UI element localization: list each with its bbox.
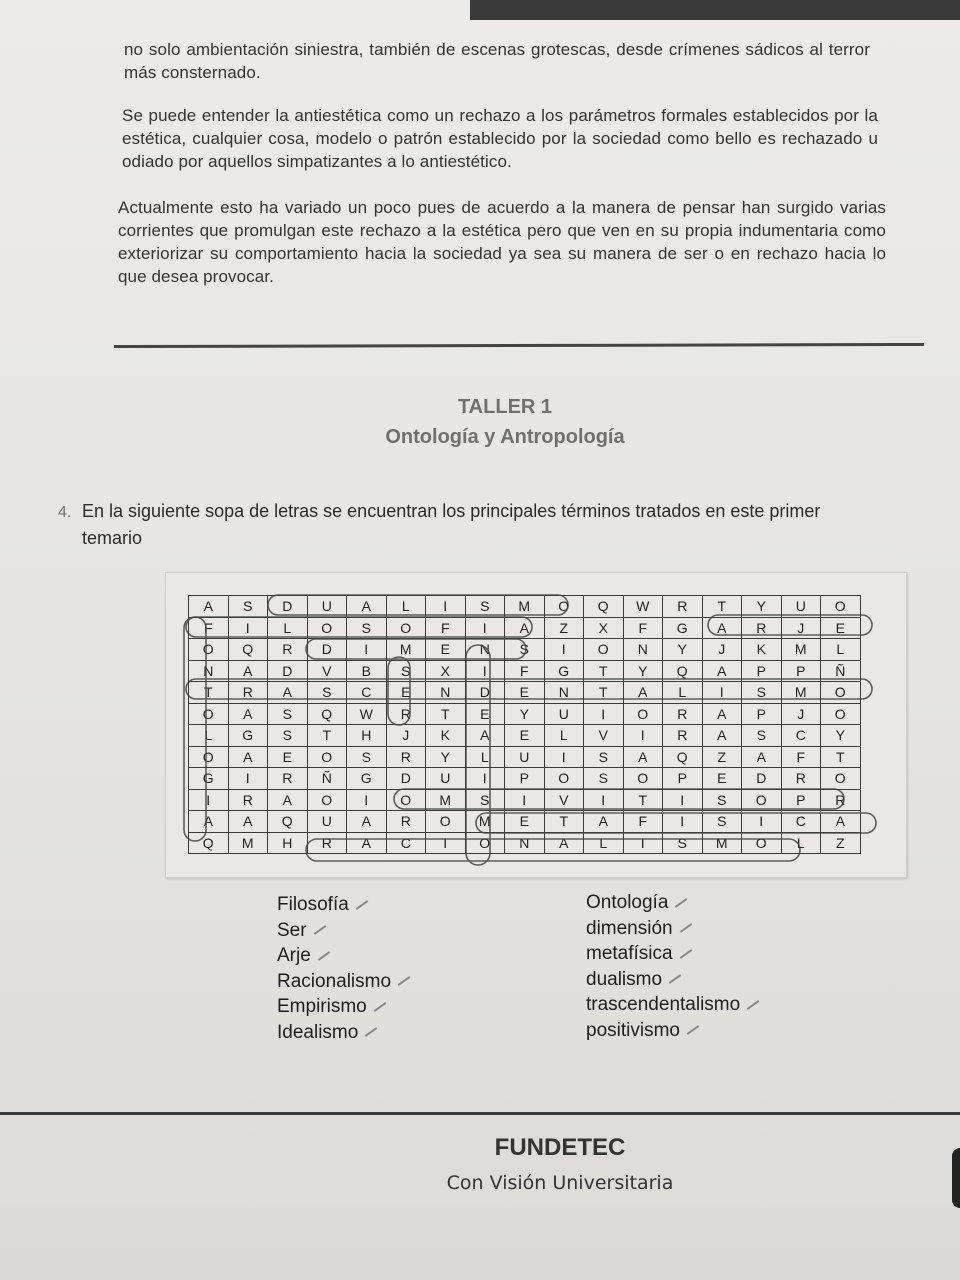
grid-cell: T (189, 682, 229, 704)
grid-cell: D (742, 768, 782, 790)
grid-cell: T (623, 789, 663, 811)
grid-cell: Y (742, 596, 782, 618)
grid-cell: S (584, 746, 624, 768)
grid-cell: R (386, 811, 426, 833)
grid-cell: J (781, 617, 821, 639)
grid-cell: Q (307, 703, 347, 725)
word-item (277, 943, 411, 969)
grid-cell: A (702, 703, 742, 725)
grid-cell: S (742, 725, 782, 747)
grid-cell: I (228, 617, 268, 639)
grid-cell: M (228, 832, 268, 854)
grid-cell: I (702, 682, 742, 704)
word-item (277, 994, 411, 1020)
grid-row (189, 746, 861, 768)
grid-cell: L (544, 725, 584, 747)
grid-cell: Z (544, 617, 584, 639)
grid-cell: O (821, 682, 861, 704)
grid-cell: A (821, 811, 861, 833)
word-label: Racionalismo (277, 970, 392, 992)
word-item (277, 892, 411, 918)
grid-cell: I (189, 789, 229, 811)
grid-cell: V (307, 660, 347, 682)
grid-cell: A (268, 682, 308, 704)
grid-cell: M (426, 789, 466, 811)
word-item (586, 1018, 760, 1044)
grid-cell: L (821, 639, 861, 661)
grid-cell: C (781, 725, 821, 747)
grid-row (189, 703, 861, 725)
grid-cell: L (386, 596, 426, 618)
paragraph-3: Actualmente esto ha variado un poco pues de acuerdo a la manera de pensar han surgido varias corrientes que promulgan este rechazo a la estética pero que ven en su propia indumentaria como exteriorizar su comportamiento hacia la sociedad ya sea su manera de ser o en rechazo hacia lo que desea provocar. (118, 198, 886, 286)
paragraph-1: no solo ambientación siniestra, también de escenas grotescas, desde crímenes sádicos al terror más consternado. (124, 40, 870, 82)
grid-row (189, 639, 861, 661)
grid-cell: P (781, 660, 821, 682)
grid-cell: D (268, 660, 308, 682)
grid-cell: R (663, 725, 703, 747)
word-label: Idealismo (277, 1021, 359, 1043)
grid-cell: S (742, 682, 782, 704)
grid-row (189, 789, 861, 811)
grid-cell: O (821, 768, 861, 790)
grid-cell: O (623, 703, 663, 725)
grid-cell: G (347, 768, 387, 790)
grid-cell: X (426, 660, 466, 682)
grid-cell: D (268, 596, 308, 618)
word-label: dualismo (586, 968, 663, 990)
grid-cell: F (505, 660, 545, 682)
word-label: positivismo (586, 1019, 680, 1041)
grid-cell: A (584, 811, 624, 833)
grid-cell: B (347, 660, 387, 682)
grid-cell: S (663, 832, 703, 854)
grid-cell: O (386, 789, 426, 811)
grid-cell: N (465, 639, 505, 661)
grid-cell: Y (623, 660, 663, 682)
word-item (586, 916, 760, 942)
grid-cell: U (307, 596, 347, 618)
grid-cell: C (386, 832, 426, 854)
grid-cell: U (505, 746, 545, 768)
grid-cell: L (584, 832, 624, 854)
grid-cell: M (465, 811, 505, 833)
grid-cell: A (189, 596, 229, 618)
grid-cell: A (623, 746, 663, 768)
grid-cell: A (505, 617, 545, 639)
word-item (277, 918, 411, 944)
grid-cell: O (465, 832, 505, 854)
grid-cell: I (544, 639, 584, 661)
grid-cell: N (623, 639, 663, 661)
grid-cell: P (781, 789, 821, 811)
grid-cell: O (544, 768, 584, 790)
grid-cell: F (426, 617, 466, 639)
grid-cell: Y (663, 639, 703, 661)
grid-cell: M (505, 596, 545, 618)
grid-cell: Z (702, 746, 742, 768)
grid-cell: O (742, 789, 782, 811)
grid-cell: J (781, 703, 821, 725)
grid-cell: I (623, 832, 663, 854)
grid-cell: O (189, 639, 229, 661)
word-item (277, 969, 411, 995)
grid-cell: V (544, 789, 584, 811)
paragraph-2: Se puede entender la antiestética como un rechazo a los parámetros formales establecidos por la estética, cualquier cosa, modelo o patrón establecido por la sociedad como bello es rechazado u odiado por aquellos simpatizantes a lo antiestético. (122, 106, 878, 171)
grid-cell: T (702, 596, 742, 618)
check-mark-icon (365, 1028, 378, 1038)
grid-cell: I (426, 832, 466, 854)
grid-cell: M (781, 682, 821, 704)
grid-cell: L (268, 617, 308, 639)
grid-cell: I (742, 811, 782, 833)
grid-cell: R (228, 789, 268, 811)
grid-cell: E (386, 682, 426, 704)
grid-cell: M (781, 639, 821, 661)
grid-cell: R (228, 682, 268, 704)
word-label: trascendentalismo (586, 994, 741, 1015)
grid-cell: T (307, 725, 347, 747)
word-label: Arje (277, 945, 311, 966)
grid-cell: T (426, 703, 466, 725)
grid-cell: F (189, 617, 229, 639)
grid-cell: R (821, 789, 861, 811)
grid-cell: S (307, 682, 347, 704)
grid-cell: O (623, 768, 663, 790)
grid-cell: S (228, 596, 268, 618)
grid-row (189, 832, 861, 854)
grid-cell: I (544, 746, 584, 768)
grid-cell: G (228, 725, 268, 747)
grid-cell: S (268, 703, 308, 725)
check-mark-icon (679, 949, 692, 959)
grid-cell: Q (584, 596, 624, 618)
grid-cell: A (228, 811, 268, 833)
grid-cell: Y (821, 725, 861, 747)
grid-cell: U (307, 811, 347, 833)
grid-cell: E (465, 703, 505, 725)
word-label: dimensión (586, 917, 673, 939)
grid-cell: A (702, 617, 742, 639)
word-label: Ser (277, 919, 307, 941)
grid-cell: E (821, 617, 861, 639)
grid-cell: L (189, 725, 229, 747)
grid-cell: W (623, 596, 663, 618)
grid-cell: O (307, 746, 347, 768)
grid-cell: N (189, 660, 229, 682)
grid-cell: Q (663, 746, 703, 768)
grid-cell: T (584, 682, 624, 704)
grid-cell: N (544, 682, 584, 704)
grid-cell: E (702, 768, 742, 790)
check-mark-icon (317, 951, 330, 961)
section-title: TALLER 1 (457, 396, 553, 418)
grid-cell: K (426, 725, 466, 747)
grid-cell: A (228, 703, 268, 725)
grid-cell: Q (268, 811, 308, 833)
grid-cell: S (702, 789, 742, 811)
grid-cell: H (268, 832, 308, 854)
grid-cell: T (584, 660, 624, 682)
grid-cell: S (386, 660, 426, 682)
grid-cell: R (781, 768, 821, 790)
grid-cell: M (386, 639, 426, 661)
grid-cell: S (702, 811, 742, 833)
grid-cell: H (347, 725, 387, 747)
grid-cell: O (544, 596, 584, 618)
grid-cell: R (663, 596, 703, 618)
grid-cell: D (465, 682, 505, 704)
check-mark-icon (313, 926, 326, 936)
grid-cell: A (347, 596, 387, 618)
instruction-text: En la siguiente sopa de letras se encuentran los principales términos tratados en este primer temario (82, 501, 821, 548)
grid-cell: A (544, 832, 584, 854)
grid-cell: O (821, 596, 861, 618)
grid-cell: S (347, 746, 387, 768)
grid-row (189, 725, 861, 747)
grid-row (189, 811, 861, 833)
grid-cell: E (426, 639, 466, 661)
grid-cell: E (268, 746, 308, 768)
check-mark-icon (679, 924, 692, 934)
grid-cell: L (663, 682, 703, 704)
grid-cell: I (465, 617, 505, 639)
grid-cell: J (386, 725, 426, 747)
check-mark-icon (687, 1026, 700, 1036)
word-item (277, 1020, 411, 1046)
grid-cell: A (623, 682, 663, 704)
word-item (586, 967, 760, 993)
word-item (586, 992, 760, 1018)
word-label: Empirismo (277, 996, 367, 1017)
grid-cell: S (465, 789, 505, 811)
top-dark-bar (470, 0, 960, 20)
grid-cell: E (505, 725, 545, 747)
grid-cell: R (268, 639, 308, 661)
section-divider (114, 343, 924, 348)
grid-cell: C (781, 811, 821, 833)
grid-cell: A (189, 811, 229, 833)
grid-cell: O (386, 617, 426, 639)
grid-cell: D (307, 639, 347, 661)
grid-cell: I (426, 596, 466, 618)
grid-cell: S (584, 768, 624, 790)
grid-cell: I (584, 703, 624, 725)
footer-divider (0, 1112, 960, 1115)
grid-cell: O (426, 811, 466, 833)
grid-cell: Y (505, 703, 545, 725)
grid-cell: F (623, 811, 663, 833)
grid-cell: R (307, 832, 347, 854)
grid-cell: Ñ (307, 768, 347, 790)
grid-cell: A (347, 832, 387, 854)
grid-cell: Z (821, 832, 861, 854)
word-label: Ontología (586, 892, 669, 913)
grid-row (189, 596, 861, 618)
grid-cell: I (505, 789, 545, 811)
word-search-panel (165, 572, 907, 878)
grid-cell: G (189, 768, 229, 790)
grid-cell: A (465, 725, 505, 747)
grid-cell: U (426, 768, 466, 790)
grid-cell: M (702, 832, 742, 854)
grid-cell: S (347, 617, 387, 639)
word-label: metafísica (586, 943, 673, 964)
grid-cell: A (228, 746, 268, 768)
grid-cell: A (702, 725, 742, 747)
grid-cell: I (347, 789, 387, 811)
check-mark-icon (356, 900, 369, 910)
grid-cell: S (505, 639, 545, 661)
grid-cell: Q (663, 660, 703, 682)
grid-cell: W (347, 703, 387, 725)
grid-cell: L (781, 832, 821, 854)
check-mark-icon (747, 1000, 760, 1010)
word-list-left (277, 892, 411, 1045)
grid-cell: T (821, 746, 861, 768)
grid-cell: A (268, 789, 308, 811)
section-subtitle: Ontología y Antropología (385, 426, 625, 448)
grid-cell: I (623, 725, 663, 747)
grid-cell: I (663, 789, 703, 811)
word-item (586, 941, 760, 967)
grid-cell: F (623, 617, 663, 639)
binder-edge (952, 1148, 960, 1208)
grid-cell: P (742, 703, 782, 725)
grid-cell: A (702, 660, 742, 682)
check-mark-icon (675, 898, 688, 908)
grid-cell: P (505, 768, 545, 790)
grid-cell: E (505, 811, 545, 833)
grid-cell: G (663, 617, 703, 639)
grid-cell: O (189, 746, 229, 768)
grid-cell: G (544, 660, 584, 682)
grid-cell: P (742, 660, 782, 682)
grid-cell: D (386, 768, 426, 790)
grid-cell: S (268, 725, 308, 747)
check-mark-icon (373, 1002, 386, 1012)
grid-cell: Q (228, 639, 268, 661)
grid-row (189, 660, 861, 682)
grid-cell: Ñ (821, 660, 861, 682)
grid-cell: I (228, 768, 268, 790)
grid-cell: U (544, 703, 584, 725)
grid-cell: V (584, 725, 624, 747)
word-label: Filosofía (277, 894, 349, 915)
instruction (58, 498, 878, 552)
grid-cell: S (465, 596, 505, 618)
grid-cell: U (781, 596, 821, 618)
grid-cell: O (189, 703, 229, 725)
grid-cell: T (544, 811, 584, 833)
grid-cell: N (426, 682, 466, 704)
grid-cell: O (821, 703, 861, 725)
grid-cell: I (584, 789, 624, 811)
grid-cell: Y (426, 746, 466, 768)
grid-cell: R (386, 746, 426, 768)
grid-cell: R (742, 617, 782, 639)
word-search-grid (188, 595, 861, 854)
grid-cell: J (702, 639, 742, 661)
grid-cell: I (663, 811, 703, 833)
grid-cell: X (584, 617, 624, 639)
grid-cell: R (386, 703, 426, 725)
grid-cell: R (663, 703, 703, 725)
footer-tagline: Con Visión Universitaria (446, 1172, 674, 1194)
grid-cell: F (781, 746, 821, 768)
grid-cell: N (505, 832, 545, 854)
grid-cell: E (505, 682, 545, 704)
check-mark-icon (669, 975, 682, 985)
grid-cell: K (742, 639, 782, 661)
grid-row (189, 768, 861, 790)
check-mark-icon (398, 977, 411, 987)
grid-cell: O (307, 789, 347, 811)
grid-cell: C (347, 682, 387, 704)
grid-cell: A (742, 746, 782, 768)
grid-cell: A (347, 811, 387, 833)
footer-brand: FUNDETEC (494, 1134, 626, 1161)
instruction-number: 4. (58, 504, 72, 521)
grid-row (189, 682, 861, 704)
grid-cell: O (742, 832, 782, 854)
word-item (586, 890, 760, 916)
word-list-right (586, 890, 760, 1043)
grid-row (189, 617, 861, 639)
grid-cell: O (584, 639, 624, 661)
grid-cell: A (228, 660, 268, 682)
grid-cell: I (465, 660, 505, 682)
grid-cell: I (465, 768, 505, 790)
grid-cell: L (465, 746, 505, 768)
grid-cell: R (268, 768, 308, 790)
grid-cell: P (663, 768, 703, 790)
grid-cell: I (347, 639, 387, 661)
grid-cell: O (307, 617, 347, 639)
grid-cell: Q (189, 832, 229, 854)
